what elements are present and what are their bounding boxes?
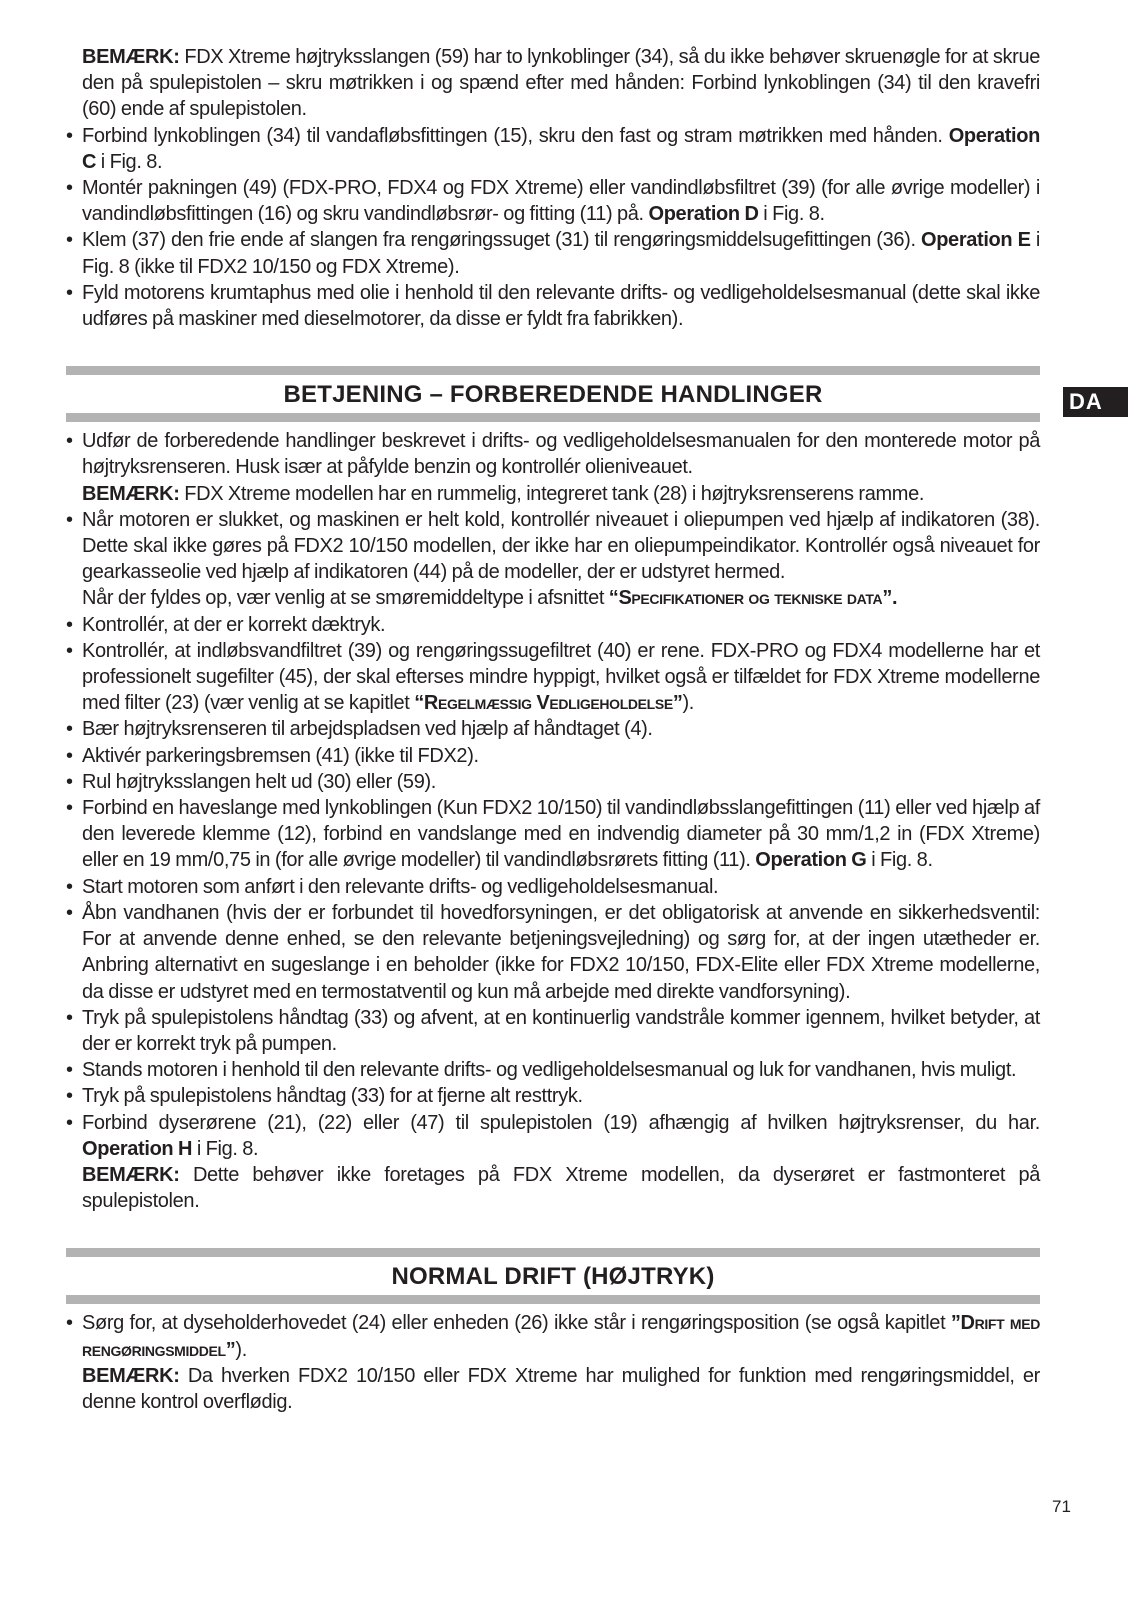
bold-text: Operation E xyxy=(920,229,1031,252)
text-run: Dette behøver ikke foretages på FDX Xtreme modellen, da dyserøret er fastmonteret på spulepistolen. xyxy=(82,1163,1040,1213)
text-run: Stands motoren i henhold til den relevante drifts- og vedligeholdelsesmanual og luk for vandhanen, hvis muligt. xyxy=(82,1059,1017,1082)
note-paragraph xyxy=(66,481,1040,507)
bullet-item xyxy=(66,1083,1040,1109)
text-run: Tryk på spulepistolens håndtag (33) for at fjerne alt resttryk. xyxy=(82,1085,583,1108)
section xyxy=(66,1248,1040,1415)
text-run: ). xyxy=(682,692,695,715)
bold-text: BEMÆRK: xyxy=(82,46,180,68)
note-paragraph xyxy=(66,44,1040,123)
bold-text: Operation G xyxy=(755,849,867,872)
bullet-item xyxy=(66,123,1040,175)
bold-text: “ xyxy=(414,692,424,715)
text-run: FDX Xtreme højtryksslangen (59) har to lynkoblinger (34), så du ikke behøver skruenøgle for at skrue den på spulepistolen – skru møtrikken i og spænd efter med hånden: Forbind lynkoblingen (34) til den kravefri (60) ende af spulepistolen. xyxy=(82,46,1040,121)
bullet-item xyxy=(66,716,1040,742)
intro-block xyxy=(66,44,1040,332)
bullet-item xyxy=(66,175,1040,227)
section-body xyxy=(66,428,1040,1214)
text-run: Da hverken FDX2 10/150 eller FDX Xtreme har mulighed for funktion med rengøringsmiddel, er denne kontrol overflødig. xyxy=(82,1364,1040,1413)
section-rule-top xyxy=(66,1248,1040,1257)
bold-text: ”. xyxy=(882,587,898,610)
bold-text: Operation D xyxy=(648,203,759,226)
small-caps-reference: Specifikationer og tekniske data xyxy=(618,587,883,610)
text-run: FDX Xtreme modellen har en rummelig, integreret tank (28) i højtryksrenserens ramme. xyxy=(179,482,925,505)
bullet-item xyxy=(66,769,1040,795)
note-paragraph xyxy=(66,1363,1040,1415)
text-run: Aktivér parkeringsbremsen (41) (ikke til FDX2). xyxy=(82,744,479,767)
text-run: Sørg for, at dyseholderhovedet (24) eller enheden (26) ikke står i rengøringsposition (se også kapitlet xyxy=(82,1312,951,1335)
text-run: Forbind dyserørene (21), (22) eller (47) til spulepistolen (19) afhængig af hvilken højtryksrenser, du har. xyxy=(82,1111,1040,1134)
bold-text: ” xyxy=(225,1338,236,1361)
section-heading: BETJENING – FORBEREDENDE HANDLINGER xyxy=(283,381,823,409)
language-tab: DA xyxy=(1063,387,1128,417)
bullet-item xyxy=(66,900,1040,1005)
text-run: Når motoren er slukket, og maskinen er helt kold, kontrollér niveauet i oliepumpen ved hjælp af indikatoren (38). Dette skal ikke gøres på FDX2 10/150 modellen, der ikke har en oliepumpeindikator. Kontrollér også niveauet for gearkasseolie ved hjælp af indikatoren (44) på de modeller, der er udstyret hermed. xyxy=(82,508,1040,584)
bullet-item xyxy=(66,874,1040,900)
bullet-item xyxy=(66,1310,1040,1362)
section-heading: NORMAL DRIFT (HØJTRYK) xyxy=(391,1263,715,1291)
bold-text: BEMÆRK: xyxy=(82,1364,180,1387)
section-rule-bottom xyxy=(66,1295,1040,1304)
bold-text: “ xyxy=(608,587,619,610)
text-run: Forbind en haveslange med lynkoblingen (Kun FDX2 10/150) til vandindløbsslangefittingen (11) eller ved hjælp af den leverede klemme (12), forbind en vandslange med en indvendig diameter på 30 mm/1,2 in (FDX Xtreme) eller en 19 mm/0,75 in (for alle øvrige modeller) til vandindløbsrørets fitting (11). xyxy=(82,797,1040,872)
page-number: 71 xyxy=(1052,1497,1071,1516)
document-page xyxy=(66,44,1040,1415)
bold-text: BEMÆRK: xyxy=(82,1163,180,1186)
bold-text: ” xyxy=(950,1312,961,1335)
bold-text: ” xyxy=(672,692,683,715)
bold-text: Operation H xyxy=(82,1137,193,1160)
text-run: i Fig. 8. xyxy=(758,203,825,226)
bullet-item xyxy=(66,227,1040,279)
bullet-item xyxy=(66,1005,1040,1057)
text-run: Kontrollér, at der er korrekt dæktryk. xyxy=(82,613,386,636)
sections-container xyxy=(66,366,1040,1415)
bold-text: Operation C xyxy=(82,124,1040,173)
section-rule-top xyxy=(66,366,1040,375)
section xyxy=(66,366,1040,1214)
bullet-item xyxy=(66,638,1040,717)
bullet-item xyxy=(66,795,1040,874)
text-run: i Fig. 8. xyxy=(96,150,163,173)
bullet-item xyxy=(66,1057,1040,1083)
text-run: Når der fyldes op, vær venlig at se smøremiddeltype i afsnittet xyxy=(82,587,609,610)
text-run: i Fig. 8. xyxy=(866,849,933,872)
text-run: Udfør de forberedende handlinger beskrevet i drifts- og vedligeholdelsesmanualen for den monterede motor på højtryksrenseren. Husk især at påfylde benzin og kontrollér olieniveauet. xyxy=(82,430,1040,479)
note-paragraph xyxy=(66,585,1040,611)
text-run: Åbn vandhanen (hvis der er forbundet til hovedforsyningen, er det obligatorisk at anvende en sikkerhedsventil: For at anvende denne enhed, se den relevante betjeningsvejledning) og sørg for, at der ingen utætheder er. Anbring alternativt en sugeslange i en beholder (ikke for FDX2 10/150, FDX-Elite eller FDX Xtreme modellerne, da disse er udstyret med en termostatventil og kun må arbejde med direkte vandforsyning). xyxy=(82,901,1040,1003)
text-run: Kontrollér, at indløbsvandfiltret (39) og rengøringssugefiltret (40) er rene. FDX-PRO og FDX4 modellerne har et professionelt sugefilter (45), der skal efterses mindre hyppigt, hvilket også er tilfældet for FDX Xtreme modellerne med filter (23) (vær venlig at se kapitlet xyxy=(82,639,1040,715)
text-run: Montér pakningen (49) (FDX-PRO, FDX4 og FDX Xtreme) eller vandindløbsfiltret (39) (for alle øvrige modeller) i vandindløbsfittingen (16) og skru vandindløbsrør- og fitting (11) på. xyxy=(82,177,1040,226)
text-run: Forbind lynkoblingen (34) til vandafløbsfittingen (15), skru den fast og stram møtrikken med hånden. xyxy=(82,124,949,147)
small-caps-reference: Drift med rengøringsmiddel xyxy=(82,1312,1040,1361)
bullet-item xyxy=(66,280,1040,332)
text-run: ). xyxy=(235,1338,247,1361)
small-caps-reference: Regelmæssig Vedligeholdelse xyxy=(423,692,673,715)
bullet-item xyxy=(66,743,1040,769)
text-run: Klem (37) den frie ende af slangen fra rengøringssuget (31) til rengøringsmiddelsugefittingen (36). xyxy=(82,229,921,252)
text-run: i Fig. 8. xyxy=(192,1137,259,1160)
text-run: Bær højtryksrenseren til arbejdspladsen ved hjælp af håndtaget (4). xyxy=(82,718,653,741)
text-run: Tryk på spulepistolens håndtag (33) og afvent, at en kontinuerlig vandstråle kommer igennem, hvilket betyder, at der er korrekt tryk på pumpen. xyxy=(82,1006,1040,1055)
text-run: Start motoren som anført i den relevante drifts- og vedligeholdelsesmanual. xyxy=(82,875,719,898)
note-paragraph xyxy=(66,1162,1040,1214)
bullet-item xyxy=(66,428,1040,480)
section-body xyxy=(66,1310,1040,1415)
bullet-item xyxy=(66,1110,1040,1162)
bullet-item xyxy=(66,507,1040,586)
text-run: i Fig. 8 (ikke til FDX2 10/150 og FDX Xtreme). xyxy=(82,229,1040,278)
section-rule-bottom xyxy=(66,413,1040,422)
text-run: Rul højtryksslangen helt ud (30) eller (59). xyxy=(82,770,436,793)
bold-text: BEMÆRK: xyxy=(82,482,180,505)
bullet-item xyxy=(66,612,1040,638)
text-run: Fyld motorens krumtaphus med olie i henhold til den relevante drifts- og vedligeholdelsesmanual (dette skal ikke udføres på maskiner med dieselmotorer, da disse er fyldt fra fabrikken). xyxy=(82,281,1040,331)
